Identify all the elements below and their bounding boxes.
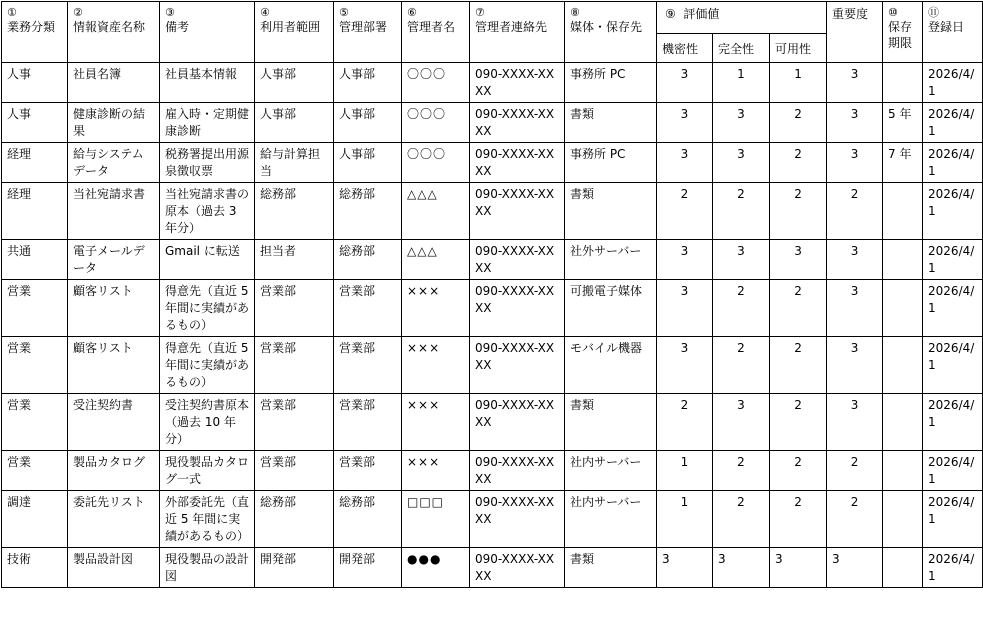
cell-registered: 2026/4/1 xyxy=(923,548,983,588)
cell-confidentiality: 3 xyxy=(657,63,713,103)
table-row xyxy=(2,280,983,337)
cell-importance: 3 xyxy=(827,103,883,143)
cell-manager: 〇〇〇 xyxy=(402,63,470,103)
cell-asset-name: 委託先リスト xyxy=(68,491,160,548)
cell-importance: 3 xyxy=(827,394,883,451)
cell-manager: ××× xyxy=(402,451,470,491)
cell-manager: ●●● xyxy=(402,548,470,588)
cell-importance: 2 xyxy=(827,183,883,240)
header-asset-name: ② 情報資産名称 xyxy=(68,2,160,63)
cell-asset-name: 給与システムデータ xyxy=(68,143,160,183)
header-contact: ⑦ 管理者連絡先 xyxy=(470,2,565,63)
cell-department: 人事部 xyxy=(334,63,402,103)
cell-department: 人事部 xyxy=(334,143,402,183)
cell-confidentiality: 3 xyxy=(657,337,713,394)
cell-notes: 現役製品の設計図 xyxy=(160,548,255,588)
cell-media: 社外サーバー xyxy=(565,240,657,280)
cell-contact: 090-XXXX-XXXX xyxy=(470,548,565,588)
cell-contact: 090-XXXX-XXXX xyxy=(470,143,565,183)
cell-manager: ××× xyxy=(402,337,470,394)
header-manager: ⑥ 管理者名 xyxy=(402,2,470,63)
cell-availability: 2 xyxy=(770,103,827,143)
table-row xyxy=(2,451,983,491)
cell-integrity: 3 xyxy=(713,103,770,143)
cell-media: 書類 xyxy=(565,103,657,143)
cell-importance: 3 xyxy=(827,63,883,103)
cell-manager: ××× xyxy=(402,280,470,337)
cell-contact: 090-XXXX-XXXX xyxy=(470,451,565,491)
header-evaluation: ⑨ 評価値 xyxy=(657,2,827,34)
cell-user-scope: 営業部 xyxy=(255,280,334,337)
cell-confidentiality: 3 xyxy=(657,103,713,143)
cell-department: 総務部 xyxy=(334,491,402,548)
cell-integrity: 2 xyxy=(713,491,770,548)
cell-category: 経理 xyxy=(2,183,68,240)
cell-importance: 2 xyxy=(827,451,883,491)
cell-department: 営業部 xyxy=(334,394,402,451)
header-row xyxy=(2,2,983,34)
cell-category: 調達 xyxy=(2,491,68,548)
cell-contact: 090-XXXX-XXXX xyxy=(470,103,565,143)
cell-confidentiality: 1 xyxy=(657,451,713,491)
cell-media: 事務所 PC xyxy=(565,63,657,103)
asset-inventory-table xyxy=(1,1,983,588)
cell-integrity: 2 xyxy=(713,280,770,337)
cell-asset-name: 顧客リスト xyxy=(68,280,160,337)
cell-asset-name: 製品設計図 xyxy=(68,548,160,588)
cell-asset-name: 健康診断の結果 xyxy=(68,103,160,143)
cell-department: 総務部 xyxy=(334,240,402,280)
cell-confidentiality: 1 xyxy=(657,491,713,548)
cell-integrity: 3 xyxy=(713,548,770,588)
header-department: ⑤ 管理部署 xyxy=(334,2,402,63)
cell-media: 書類 xyxy=(565,548,657,588)
cell-contact: 090-XXXX-XXXX xyxy=(470,63,565,103)
cell-category: 営業 xyxy=(2,451,68,491)
cell-notes: 現役製品カタログ一式 xyxy=(160,451,255,491)
cell-notes: 当社宛請求書の原本（過去 3 年分） xyxy=(160,183,255,240)
cell-asset-name: 顧客リスト xyxy=(68,337,160,394)
cell-media: 社内サーバー xyxy=(565,491,657,548)
header-integrity: 完全性 xyxy=(713,34,770,63)
cell-department: 営業部 xyxy=(334,451,402,491)
cell-contact: 090-XXXX-XXXX xyxy=(470,394,565,451)
cell-asset-name: 当社宛請求書 xyxy=(68,183,160,240)
cell-contact: 090-XXXX-XXXX xyxy=(470,240,565,280)
header-media: ⑧ 媒体・保存先 xyxy=(565,2,657,63)
table-row xyxy=(2,337,983,394)
cell-integrity: 3 xyxy=(713,394,770,451)
table-row xyxy=(2,491,983,548)
cell-user-scope: 総務部 xyxy=(255,183,334,240)
cell-notes: 税務署提出用源泉徴収票 xyxy=(160,143,255,183)
cell-importance: 3 xyxy=(827,240,883,280)
header-notes: ③ 備考 xyxy=(160,2,255,63)
cell-availability: 3 xyxy=(770,548,827,588)
table-row xyxy=(2,63,983,103)
cell-retention xyxy=(883,491,923,548)
cell-integrity: 2 xyxy=(713,451,770,491)
header-confidentiality: 機密性 xyxy=(657,34,713,63)
cell-confidentiality: 3 xyxy=(657,240,713,280)
cell-category: 営業 xyxy=(2,394,68,451)
cell-asset-name: 受注契約書 xyxy=(68,394,160,451)
cell-category: 人事 xyxy=(2,63,68,103)
cell-user-scope: 営業部 xyxy=(255,451,334,491)
cell-department: 開発部 xyxy=(334,548,402,588)
cell-confidentiality: 3 xyxy=(657,548,713,588)
cell-availability: 2 xyxy=(770,491,827,548)
table-row xyxy=(2,240,983,280)
cell-availability: 3 xyxy=(770,240,827,280)
header-category: ① 業務分類 xyxy=(2,2,68,63)
cell-registered: 2026/4/1 xyxy=(923,280,983,337)
cell-registered: 2026/4/1 xyxy=(923,143,983,183)
cell-availability: 2 xyxy=(770,183,827,240)
header-registered: ⑪ 登録日 xyxy=(923,2,983,63)
cell-notes: 雇入時・定期健康診断 xyxy=(160,103,255,143)
cell-contact: 090-XXXX-XXXX xyxy=(470,337,565,394)
cell-retention xyxy=(883,337,923,394)
cell-confidentiality: 3 xyxy=(657,280,713,337)
cell-registered: 2026/4/1 xyxy=(923,491,983,548)
cell-confidentiality: 2 xyxy=(657,183,713,240)
cell-registered: 2026/4/1 xyxy=(923,63,983,103)
cell-retention: 7 年 xyxy=(883,143,923,183)
cell-manager: ××× xyxy=(402,394,470,451)
cell-department: 人事部 xyxy=(334,103,402,143)
cell-importance: 3 xyxy=(827,548,883,588)
cell-category: 技術 xyxy=(2,548,68,588)
cell-media: 書類 xyxy=(565,394,657,451)
cell-department: 営業部 xyxy=(334,280,402,337)
cell-category: 共通 xyxy=(2,240,68,280)
cell-confidentiality: 3 xyxy=(657,143,713,183)
cell-manager: □□□ xyxy=(402,491,470,548)
cell-asset-name: 社員名簿 xyxy=(68,63,160,103)
cell-category: 営業 xyxy=(2,280,68,337)
cell-importance: 3 xyxy=(827,143,883,183)
cell-importance: 2 xyxy=(827,491,883,548)
table-row xyxy=(2,548,983,588)
table-row xyxy=(2,183,983,240)
cell-retention xyxy=(883,394,923,451)
cell-availability: 2 xyxy=(770,337,827,394)
header-retention: ⑩ 保存 期限 xyxy=(883,2,923,63)
cell-registered: 2026/4/1 xyxy=(923,103,983,143)
cell-retention xyxy=(883,451,923,491)
cell-availability: 2 xyxy=(770,280,827,337)
cell-user-scope: 営業部 xyxy=(255,394,334,451)
cell-manager: 〇〇〇 xyxy=(402,103,470,143)
cell-availability: 2 xyxy=(770,451,827,491)
table-row xyxy=(2,103,983,143)
cell-department: 総務部 xyxy=(334,183,402,240)
cell-asset-name: 電子メールデータ xyxy=(68,240,160,280)
cell-manager: △△△ xyxy=(402,240,470,280)
header-importance: 重要度 xyxy=(827,2,883,63)
cell-retention xyxy=(883,63,923,103)
header-user-scope: ④ 利用者範囲 xyxy=(255,2,334,63)
cell-contact: 090-XXXX-XXXX xyxy=(470,183,565,240)
cell-media: 書類 xyxy=(565,183,657,240)
cell-user-scope: 担当者 xyxy=(255,240,334,280)
cell-registered: 2026/4/1 xyxy=(923,183,983,240)
cell-category: 経理 xyxy=(2,143,68,183)
cell-retention xyxy=(883,183,923,240)
cell-integrity: 3 xyxy=(713,143,770,183)
cell-integrity: 1 xyxy=(713,63,770,103)
cell-contact: 090-XXXX-XXXX xyxy=(470,491,565,548)
cell-registered: 2026/4/1 xyxy=(923,337,983,394)
cell-manager: △△△ xyxy=(402,183,470,240)
cell-registered: 2026/4/1 xyxy=(923,451,983,491)
cell-retention: 5 年 xyxy=(883,103,923,143)
cell-integrity: 2 xyxy=(713,337,770,394)
cell-user-scope: 人事部 xyxy=(255,103,334,143)
cell-notes: 社員基本情報 xyxy=(160,63,255,103)
cell-notes: 受注契約書原本（過去 10 年分） xyxy=(160,394,255,451)
cell-user-scope: 人事部 xyxy=(255,63,334,103)
cell-availability: 2 xyxy=(770,394,827,451)
cell-user-scope: 開発部 xyxy=(255,548,334,588)
cell-availability: 1 xyxy=(770,63,827,103)
header-availability: 可用性 xyxy=(770,34,827,63)
table-row xyxy=(2,143,983,183)
cell-retention xyxy=(883,240,923,280)
cell-department: 営業部 xyxy=(334,337,402,394)
cell-importance: 3 xyxy=(827,337,883,394)
cell-media: モバイル機器 xyxy=(565,337,657,394)
cell-contact: 090-XXXX-XXXX xyxy=(470,280,565,337)
table-row xyxy=(2,394,983,451)
cell-media: 事務所 PC xyxy=(565,143,657,183)
cell-availability: 2 xyxy=(770,143,827,183)
table-body xyxy=(2,63,983,588)
cell-category: 人事 xyxy=(2,103,68,143)
cell-user-scope: 給与計算担当 xyxy=(255,143,334,183)
cell-media: 可搬電子媒体 xyxy=(565,280,657,337)
cell-confidentiality: 2 xyxy=(657,394,713,451)
cell-manager: 〇〇〇 xyxy=(402,143,470,183)
cell-importance: 3 xyxy=(827,280,883,337)
cell-category: 営業 xyxy=(2,337,68,394)
cell-user-scope: 営業部 xyxy=(255,337,334,394)
cell-integrity: 2 xyxy=(713,183,770,240)
cell-retention xyxy=(883,280,923,337)
cell-registered: 2026/4/1 xyxy=(923,240,983,280)
cell-media: 社内サーバー xyxy=(565,451,657,491)
cell-notes: 得意先（直近 5 年間に実績があるもの） xyxy=(160,280,255,337)
cell-asset-name: 製品カタログ xyxy=(68,451,160,491)
cell-integrity: 3 xyxy=(713,240,770,280)
cell-notes: 得意先（直近 5 年間に実績があるもの） xyxy=(160,337,255,394)
cell-notes: Gmail に転送 xyxy=(160,240,255,280)
cell-notes: 外部委託先（直近 5 年間に実績があるもの） xyxy=(160,491,255,548)
cell-registered: 2026/4/1 xyxy=(923,394,983,451)
cell-user-scope: 総務部 xyxy=(255,491,334,548)
cell-retention xyxy=(883,548,923,588)
